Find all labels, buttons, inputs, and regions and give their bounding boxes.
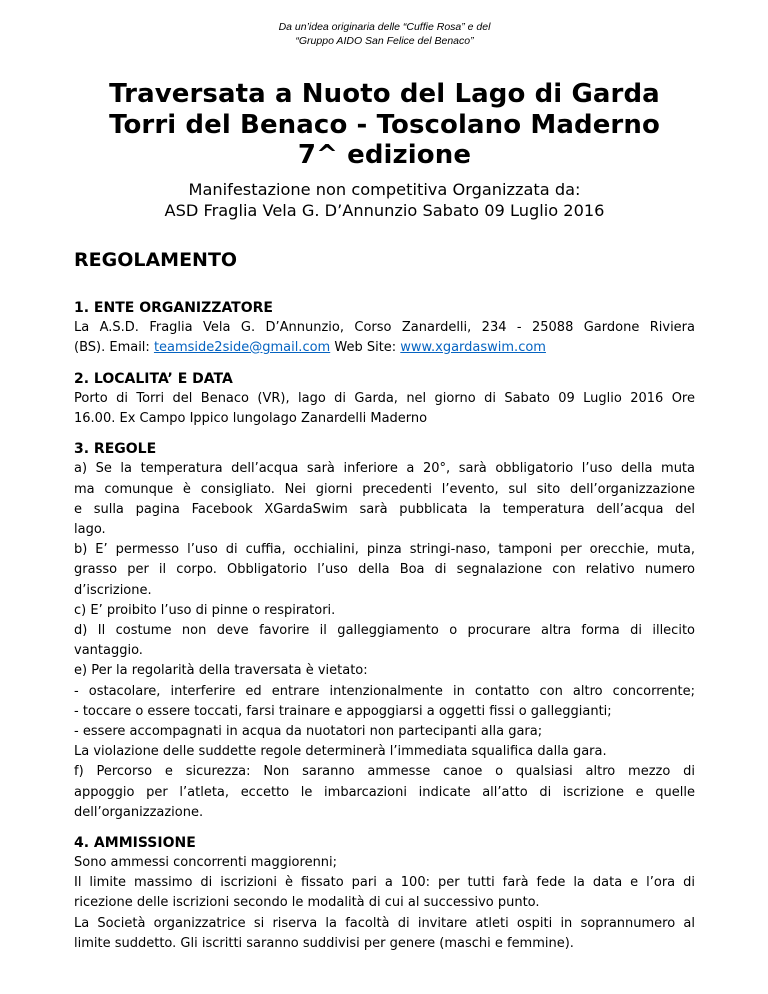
subtitle-line-1: Manifestazione non competitiva Organizzata da: (188, 179, 581, 199)
body-line: d’iscrizione. (74, 582, 152, 598)
document-page (74, 0, 695, 954)
section-title: 1. ENTE ORGANIZZATORE (74, 299, 273, 316)
document-title (74, 79, 695, 171)
body-line: Sono ammessi concorrenti maggiorenni; (74, 854, 338, 870)
website-label: Web Site: (330, 339, 401, 355)
body-line: La A.S.D. Fraglia Vela G. D’Annunzio, Corso Zanardelli, 234 - 25088 Gardone Riviera (74, 319, 695, 335)
regolamento-heading: REGOLAMENTO (74, 248, 238, 271)
body-line: Porto di Torri del Benaco (VR), lago di Garda, nel giorno di Sabato 09 Luglio 2016 Ore (74, 390, 695, 406)
email-link[interactable]: teamside2side@gmail.com (153, 339, 331, 355)
body-line: a) Se la temperatura dell’acqua sarà inferiore a 20°, sarà obbligatorio l’uso della muta (74, 461, 695, 477)
body-line: La violazione delle suddette regole determinerà l’immediata squalifica dalla gara. (74, 744, 607, 760)
subtitle-line-2: ASD Fraglia Vela G. D’Annunzio Sabato 09 Luglio 2016 (164, 200, 605, 220)
title-line-3: 7^ edizione (297, 140, 472, 170)
header-note-line-2: “Gruppo AIDO San Felice del Benaco” (295, 35, 474, 47)
body-line: - essere accompagnati in acqua da nuotatori non partecipanti alla gara; (74, 723, 543, 739)
body-line: e) Per la regolarità della traversata è vietato: (74, 663, 368, 679)
body-line: 16.00. Ex Campo Ippico lungolago Zanardelli Maderno (74, 411, 428, 427)
section-body (74, 459, 695, 823)
body-line: c) E’ proibito l’uso di pinne o respiratori. (74, 602, 336, 618)
body-line: e sulla pagina Facebook XGardaSwim sarà pubblicata la temperatura dell’acqua del (74, 501, 695, 517)
section-regole (74, 440, 695, 823)
body-line: appoggio per l’atleta, eccetto le imbarcazioni indicate all’atto di iscrizione e quelle (74, 784, 695, 800)
body-line: grasso per il corpo. Obbligatorio l’uso della Boa di segnalazione con relativo numero (74, 562, 695, 578)
section-ente-organizzatore (74, 299, 695, 358)
body-line (74, 338, 695, 358)
body-line: Il limite massimo di iscrizioni è fissato pari a 100: per tutti farà fede la data e l’ora di (74, 875, 695, 891)
header-note (74, 20, 695, 48)
body-line: - toccare o essere toccati, farsi trainare e appoggiarsi a oggetti fissi o galleggianti; (74, 703, 612, 719)
section-body (74, 853, 695, 954)
email-label: (BS). Email: (74, 339, 154, 355)
section-body (74, 389, 695, 429)
body-line: dell’organizzazione. (74, 804, 204, 820)
section-title: 4. AMMISSIONE (74, 834, 196, 851)
section-title: 3. REGOLE (74, 441, 157, 458)
title-line-2: Torri del Benaco - Toscolano Maderno (109, 109, 660, 140)
section-body (74, 318, 695, 358)
body-line: La Società organizzatrice si riserva la facoltà di invitare atleti ospiti in soprannumero al (74, 915, 695, 931)
body-line: vantaggio. (74, 643, 143, 659)
section-title: 2. LOCALITA’ E DATA (74, 370, 233, 387)
document-subtitle (74, 179, 695, 221)
body-line: b) E’ permesso l’uso di cuffia, occhialini, pinza stringi-naso, tamponi per orecchie, muta, (74, 542, 695, 558)
header-note-line-1: Da un’idea originaria delle “Cuffie Rosa” e del (278, 21, 491, 33)
body-line: f) Percorso e sicurezza: Non saranno ammesse canoe o qualsiasi altro mezzo di (74, 764, 695, 780)
section-localita-data (74, 370, 695, 429)
body-line: - ostacolare, interferire ed entrare intenzionalmente in contatto con altro concorrente; (74, 683, 695, 699)
section-ammissione (74, 834, 695, 954)
body-line: ricezione delle iscrizioni secondo le modalità di cui al successivo punto. (74, 895, 540, 911)
title-line-1: Traversata a Nuoto del Lago di Garda (109, 79, 660, 109)
body-line: lago. (74, 521, 106, 537)
body-line: d) Il costume non deve favorire il galleggiamento o procurare altra forma di illecito (74, 622, 695, 638)
body-line: limite suddetto. Gli iscritti saranno suddivisi per genere (maschi e femmine). (74, 935, 574, 951)
website-link[interactable]: www.xgardaswim.com (400, 339, 546, 355)
body-line: ma comunque è consigliato. Nei giorni precedenti l’evento, sul sito dell’organizzazione (74, 481, 695, 497)
